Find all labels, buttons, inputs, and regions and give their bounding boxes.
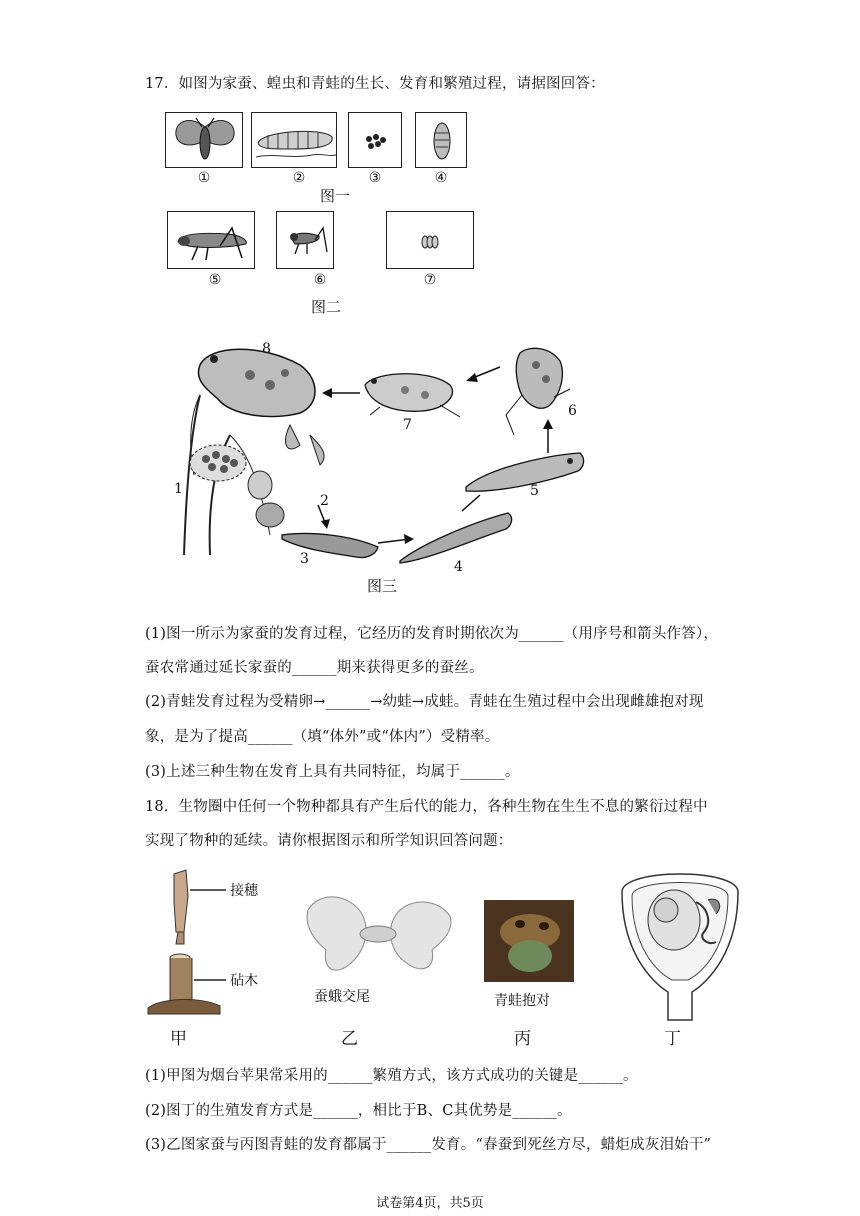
fig2-label-7: ⑦ [423, 272, 437, 288]
q17-sub2-line1: (2)青蛙发育过程为受精卵→______→幼蛙→成蛙。青蛙在生殖过程中会出现雌雄抱对现 [145, 694, 704, 710]
fig3-caption: 图三 [367, 577, 398, 595]
q17-sub1-line1: (1)图一所示为家蚕的发育过程，它经历的发育时期依次为______（用序号和箭头作答）， [145, 626, 719, 642]
page-footer: 试卷第4页，共5页 [376, 1196, 484, 1211]
q18-sub1: (1)甲图为烟台苹果常采用的______繁殖方式，该方式成功的关键是______。 [145, 1068, 638, 1084]
fig3-number-6: 6 [568, 403, 577, 419]
fig3-number-5: 5 [530, 483, 539, 499]
fig1-caption: 图一 [320, 187, 351, 205]
fig1-label-2: ② [292, 170, 306, 186]
fig1-label-4: ④ [434, 170, 448, 186]
q18-stem-line1: 18．生物圈中任何一个物种都具有产生后代的能力，各种生物在生生不息的繁衍过程中 [145, 799, 708, 815]
frog-amplexus-photo [484, 900, 574, 982]
grafting-figure [140, 862, 290, 1024]
frog-life-cycle-figure [170, 335, 600, 575]
silkmoth-adult-image [165, 112, 243, 168]
scion-label: 接穗 [230, 883, 258, 899]
frog-amplexus-caption: 青蛙抱对 [494, 993, 550, 1009]
q17-stem: 17．如图为家蚕、蝗虫和青蛙的生长、发育和繁殖过程，请据图回答： [145, 76, 605, 92]
fig2-label-5: ⑤ [208, 272, 222, 288]
fig1-label-3: ③ [368, 170, 382, 186]
q18-sub2: (2)图丁的生殖发育方式是______，相比于B、C其优势是______。 [145, 1103, 572, 1119]
fig3-number-8: 8 [262, 341, 271, 357]
locust-eggs-image [386, 211, 474, 269]
silkmoth-mating-figure [300, 880, 460, 1005]
fig3-number-7: 7 [403, 417, 412, 433]
panel-label-bing: 丙 [514, 1029, 531, 1049]
q18-stem-line2: 实现了物种的延续。请你根据图示和所学知识回答问题： [145, 833, 513, 849]
q17-sub2-line2: 象，是为了提高______（填“体外”或“体内”）受精率。 [145, 729, 500, 745]
fig2-caption: 图二 [311, 298, 342, 316]
locust-nymph-image [276, 211, 334, 269]
silkworm-larva-image [251, 112, 337, 168]
fetus-in-uterus-figure [612, 862, 748, 1022]
silkworm-pupa-image [415, 112, 467, 168]
silkworm-eggs-image [348, 112, 402, 168]
panel-label-ding: 丁 [664, 1029, 681, 1049]
fig3-number-1: 1 [174, 481, 183, 497]
fig1-label-1: ① [197, 170, 211, 186]
fig3-number-3: 3 [300, 551, 309, 567]
panel-label-yi: 乙 [341, 1029, 358, 1049]
fig2-label-6: ⑥ [313, 272, 327, 288]
locust-adult-image [167, 211, 255, 269]
q18-sub3: (3)乙图家蚕与丙图青蛙的发育都属于______发育。“春蚕到死丝方尽，蜡炬成灰泪始干” [145, 1137, 712, 1153]
fig3-number-2: 2 [320, 493, 329, 509]
q17-sub1-line2: 蚕农常通过延长家蚕的______期来获得更多的蚕丝。 [145, 660, 484, 676]
panel-label-jia: 甲 [170, 1029, 187, 1049]
rootstock-label: 砧木 [230, 973, 258, 989]
q17-sub3: (3)上述三种生物在发育上具有共同特征，均属于______。 [145, 764, 520, 780]
fig3-number-4: 4 [454, 559, 463, 575]
silkmoth-caption: 蚕蛾交尾 [314, 989, 370, 1005]
